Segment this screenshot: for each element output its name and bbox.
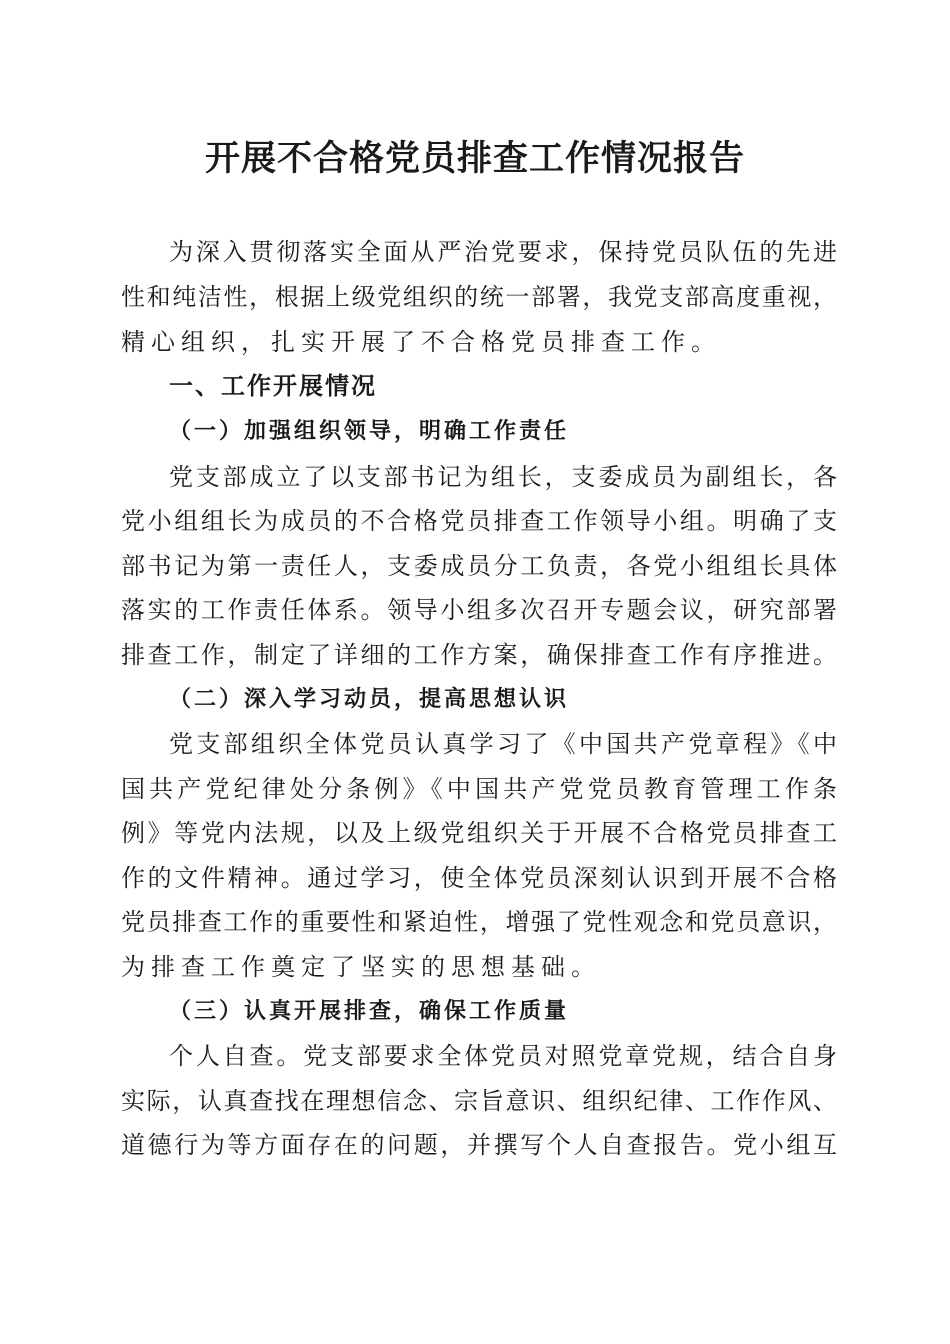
- paragraph-line: 道德行为等方面存在的问题，并撰写个人自查报告。党小组互: [121, 1131, 837, 1159]
- intro-line-2: 性和纯洁性，根据上级党组织的统一部署，我党支部高度重视，: [121, 283, 837, 311]
- paragraph-line: 党员排查工作的重要性和紧迫性，增强了党性观念和党员意识，: [121, 908, 837, 936]
- subsection-heading-2: （二）深入学习动员，提高思想认识: [169, 686, 570, 712]
- paragraph-line: 例》等党内法规，以及上级党组织关于开展不合格党员排查工: [121, 819, 837, 847]
- intro-line-1: 为深入贯彻落实全面从严治党要求，保持党员队伍的先进: [169, 238, 837, 266]
- paragraph-line: 党小组组长为成员的不合格党员排查工作领导小组。明确了支: [121, 507, 837, 535]
- intro-line-3: 精心组织，扎实开展了不合格党员排查工作。: [121, 328, 721, 356]
- paragraph-line: 落实的工作责任体系。领导小组多次召开专题会议，研究部署: [121, 596, 837, 624]
- paragraph-line: 国共产党纪律处分条例》《中国共产党党员教育管理工作条: [121, 775, 837, 803]
- paragraph-line: 排查工作，制定了详细的工作方案，确保排查工作有序推进。: [121, 641, 837, 669]
- section-heading-1: 一、工作开展情况: [169, 372, 377, 400]
- paragraph-line: 党支部组织全体党员认真学习了《中国共产党章程》《中: [169, 730, 837, 758]
- paragraph-line: 个人自查。党支部要求全体党员对照党章党规，结合自身: [169, 1042, 837, 1070]
- subsection-heading-3: （三）认真开展排查，确保工作质量: [169, 998, 570, 1024]
- paragraph-line: 部书记为第一责任人，支委成员分工负责，各党小组组长具体: [121, 552, 837, 580]
- document-title: 开展不合格党员排查工作情况报告: [204, 138, 745, 179]
- paragraph-line: 党支部成立了以支部书记为组长，支委成员为副组长，各: [169, 463, 837, 491]
- subsection-heading-1: （一）加强组织领导，明确工作责任: [169, 418, 570, 444]
- paragraph-line: 实际，认真查找在理想信念、宗旨意识、组织纪律、工作作风、: [121, 1087, 837, 1115]
- paragraph-line: 为排查工作奠定了坚实的思想基础。: [121, 953, 601, 981]
- paragraph-line: 作的文件精神。通过学习，使全体党员深刻认识到开展不合格: [121, 864, 837, 892]
